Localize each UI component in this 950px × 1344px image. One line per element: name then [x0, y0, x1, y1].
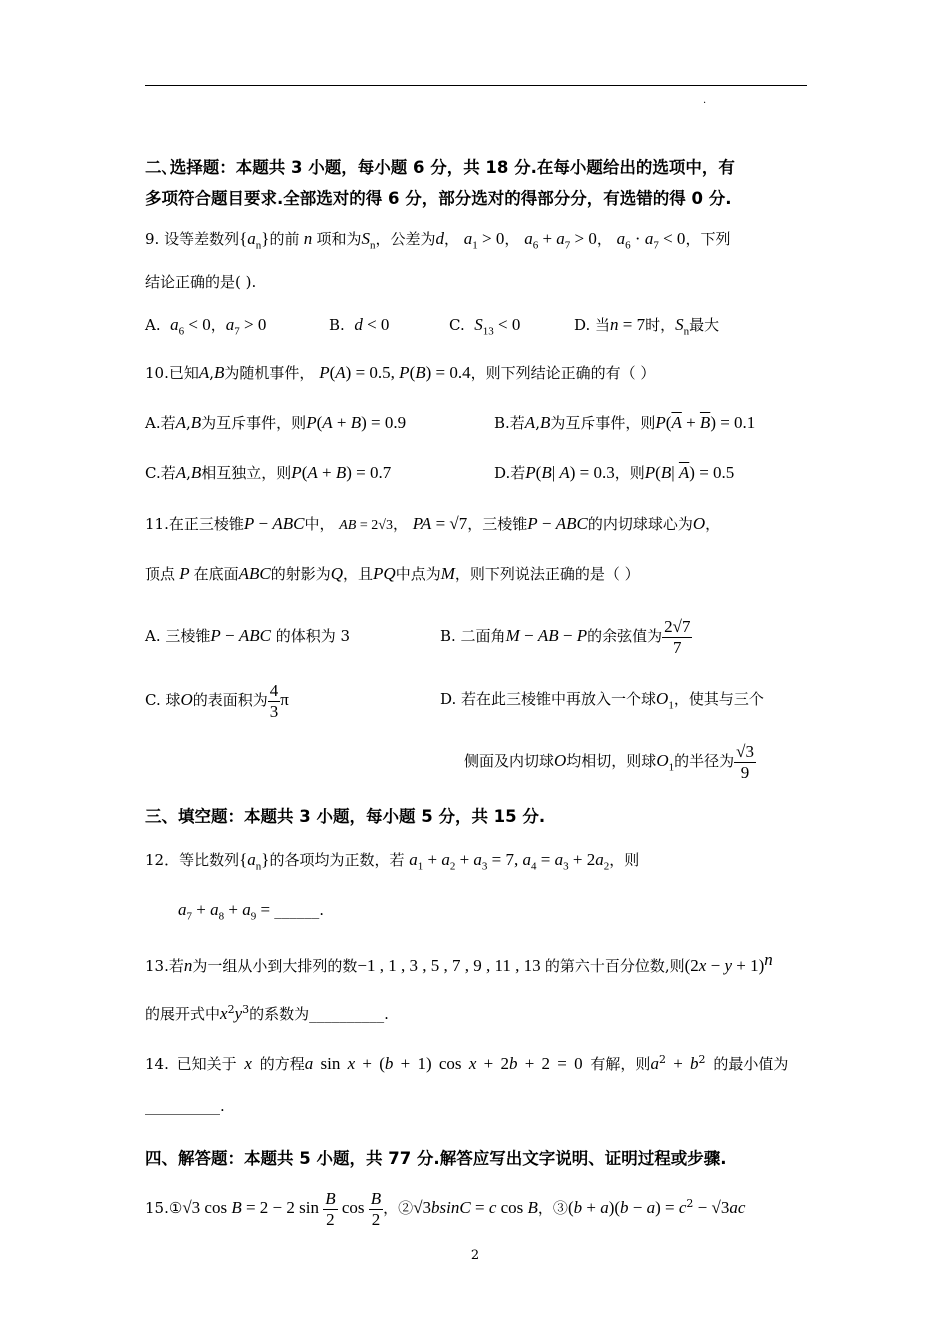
q10-option-d: D.若P(B| A) = 0.3，则P(B| $\overline{A}) = 0.5$ — [494, 463, 735, 482]
q11-option-d: D. 若在此三棱锥中再放入一个球$O_1$，使其与三个 — [440, 689, 764, 712]
q10-option-b: B.若A,B为互斥事件，则$P(\overline{A} + \overline{B}) = 0.1$ — [494, 413, 756, 432]
q9-option-d: D. 当n = 7时，$S_n$最大 — [574, 315, 720, 338]
q11-option-d-line2: 侧面及内切球O均相切，则球$O_1$的半径为 $\frac{√3}{9}$ — [464, 741, 754, 782]
q12-stem: 12．等比数列$\{a_n\}$的各项均为正数，若 $a_1 + a_2 + a_3 = 7$, $a_4 = a_3 + 2a_2$，则 — [145, 850, 640, 873]
header-rule — [145, 85, 807, 86]
q11-option-b: B. 二面角M − AB − P的余弦值为 $\frac{2√7}{7}$ — [440, 616, 691, 657]
q9-option-a: A. $a_6 < 0$，$a_7 > 0$ — [145, 315, 267, 338]
q10-option-a: A.若A,B为互斥事件，则P(A + B) = 0.9 — [145, 413, 407, 432]
header-dot: . — [703, 95, 707, 106]
q11-option-a: A. 三棱锥P − ABC 的体积为 3 — [145, 626, 351, 645]
section2-heading-line2: 多项符合题目要求.全部选对的得 6 分，部分选对的得部分分，有选错的得 0 分. — [145, 189, 732, 208]
section4-heading: 四、解答题：本题共 5 小题，共 77 分.解答应写出文字说明、证明过程或步骤. — [145, 1149, 727, 1168]
q12-answer-line: $a_7 + a_8 + a_9$ = ______. — [178, 900, 325, 923]
section3-heading: 三、填空题：本题共 3 小题，每小题 5 分，共 15 分. — [145, 807, 546, 826]
q10-option-c: C.若A,B相互独立，则P(A + B) = 0.7 — [145, 463, 392, 482]
q10-stem: 10.已知A,B为随机事件， P(A) = 0.5, P(B) = 0.4，则下列结论正确的有（ ） — [145, 363, 656, 382]
q14-blank: __________. — [145, 1097, 225, 1115]
q9-stem: 9. 设等差数列$\{a_n\}$的前 n 项和为$S_n$，公差为d， $a_1 > 0$， $a_6 + a_7 > 0$， $a_6 \cdot a_7 < 0$，下列 — [145, 229, 731, 252]
section2-heading-line1: 二､选择题：本题共 3 小题，每小题 6 分，共 18 分.在每小题给出的选项中，有 — [145, 158, 735, 177]
page-number: 2 — [470, 1248, 480, 1263]
q11-stem: 11.在正三棱锥P − ABC中， AB = 2√3， PA = √7，三棱锥P − ABC的内切球球心为O， — [145, 514, 721, 533]
q9-option-b: B. d < 0 — [329, 315, 390, 334]
q15-stem: 15.①√3 cos B = 2 − 2 sin $\frac{B}{2}$ cos $\frac{B}{2}$ ，②√3bsinC = c cos B，③(b + $a)(b - a) = c^2 - √3ac$ — [145, 1188, 746, 1229]
q9-stem-line2: 结论正确的是( ). — [145, 273, 257, 291]
q9-option-c: C. $S_{13} < 0$ — [449, 315, 521, 338]
q14-stem: 14. 已知关于 x 的方程a sin x + (b + 1) cos x + 2b + 2 = 0 有解，则$a^2 + b^2$ 的最小值为 — [145, 1053, 789, 1073]
q11-option-c: C. 球O的表面积为 $\frac{4}{3}$ π — [145, 680, 289, 721]
q11-stem-line2: 顶点 P 在底面ABC的射影为Q，且PQ中点为M，则下列说法正确的是（ ） — [145, 564, 640, 583]
q13-stem-line2: 的展开式中$x^2y^3$的系数为__________. — [145, 1003, 389, 1023]
q13-stem: 13.若n为一组从小到大排列的数−1 , 1 , 3 , 5 , 7 , 9 , 11 , 13 的第六十百分位数,则$(2x - y + 1)^n$ — [145, 950, 773, 975]
